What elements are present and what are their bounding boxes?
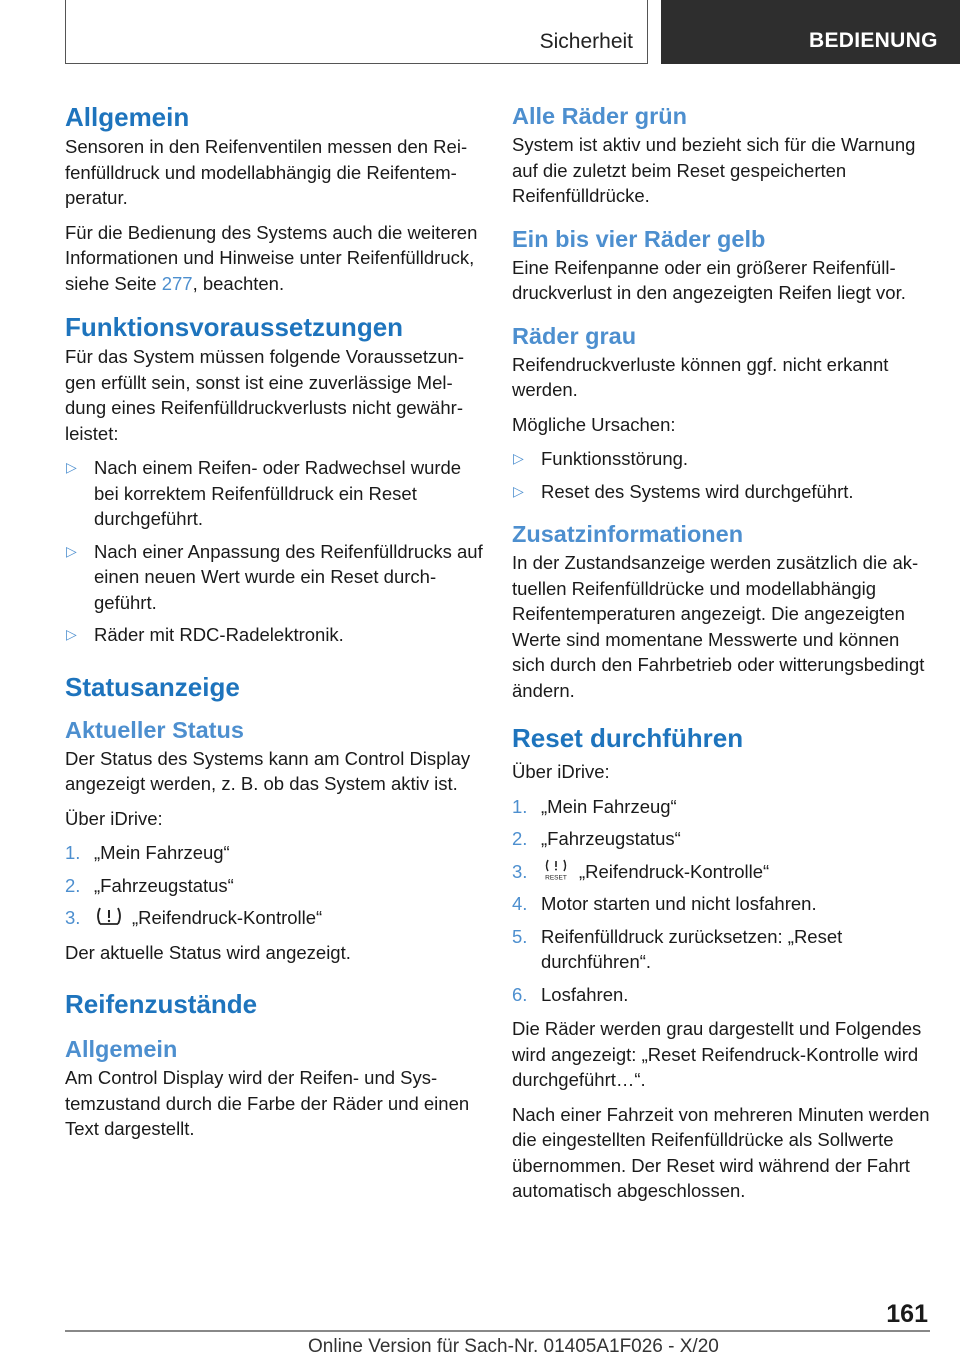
heading-funktion: Funktionsvoraussetzungen bbox=[65, 312, 404, 342]
step-number: 6. bbox=[512, 983, 528, 1005]
heading-aktuell: Aktueller Status bbox=[65, 716, 244, 743]
paragraph: Am Control Display wird der Reifen- und Systemzustand durch die Farbe der Räder und einen Text dargestellt. bbox=[65, 1067, 470, 1139]
step-number: 1. bbox=[65, 842, 81, 863]
list-item bbox=[65, 622, 485, 648]
footer-divider bbox=[65, 1330, 930, 1332]
step-list bbox=[512, 794, 930, 1008]
list-item bbox=[65, 840, 485, 866]
item-text: Motor starten und nicht losfahren. bbox=[541, 893, 817, 914]
paragraph-ref bbox=[65, 220, 485, 297]
triangle-icon: ▷ bbox=[513, 482, 524, 499]
list-item bbox=[512, 479, 930, 505]
step-number: 2. bbox=[512, 828, 528, 849]
triangle-icon: ▷ bbox=[66, 459, 77, 475]
item-text: Losfahren. bbox=[541, 983, 629, 1005]
footer-text: Online Version für Sach-Nr. 01405A1F026 - X/20 bbox=[308, 1336, 719, 1357]
heading-status: Statusanzeige bbox=[65, 671, 240, 702]
paragraph: Der Status des Systems kann am Control Display angezeigt werden, z. B. ob das System aktiv ist. bbox=[65, 747, 471, 794]
step-number: 3. bbox=[512, 860, 528, 882]
paragraph: Mögliche Ursachen: bbox=[512, 413, 676, 435]
list-item bbox=[512, 924, 930, 975]
chapter-label: BEDIENUNG bbox=[809, 29, 938, 52]
item-text: „Reifendruck-Kontrolle“ bbox=[132, 907, 323, 928]
reset-icon-label: RESET bbox=[545, 874, 567, 881]
item-text: Nach einer Anpassung des Reifenfülldrucks auf einen neuen Wert wurde ein Reset durchgeführt. bbox=[94, 540, 483, 613]
triangle-icon: ▷ bbox=[66, 542, 77, 559]
section-tab bbox=[65, 0, 648, 64]
paragraph: System ist aktiv und bezieht sich für die Warnung auf die zuletzt beim Reset gespeicherten Reifenfülldrücke. bbox=[512, 134, 916, 206]
item-text: „Reifendruck-Kontrolle“ bbox=[579, 860, 770, 882]
page-link[interactable]: 277 bbox=[161, 272, 193, 294]
step-number: 5. bbox=[512, 925, 528, 947]
list-item bbox=[65, 539, 485, 616]
step-number: 4. bbox=[512, 893, 528, 914]
paragraph: Die Räder werden grau dargestellt und Folgendes wird angezeigt: „Reset Reifendruck-Kontrolle wird durchgeführt…“. bbox=[512, 1018, 922, 1090]
step-number: 3. bbox=[65, 907, 81, 928]
heading-grau: Räder grau bbox=[512, 322, 637, 349]
list-item bbox=[512, 982, 930, 1008]
item-text: „Fahrzeugstatus“ bbox=[541, 828, 681, 849]
list-item bbox=[512, 446, 930, 472]
item-text: Funktionsstörung. bbox=[541, 448, 689, 469]
item-text: Nach einem Reifen- oder Radwechsel wurde bei korrektem Reifenfülldruck ein Reset durchgeführt. bbox=[94, 457, 462, 529]
chapter-tab bbox=[661, 0, 960, 64]
triangle-icon: ▷ bbox=[513, 450, 524, 466]
page-number: 161 bbox=[886, 1300, 928, 1328]
list-item bbox=[512, 826, 930, 852]
page-header bbox=[65, 0, 960, 66]
triangle-icon: ▷ bbox=[66, 626, 77, 642]
paragraph: Eine Reifenpanne oder ein größerer Reifenfülldruckverlust in den angezeigten Reifen liegt vor. bbox=[512, 256, 906, 303]
section-label: Sicherheit bbox=[539, 30, 633, 53]
item-text: Reifenfülldruck zurücksetzen: „Reset durchführen“. bbox=[541, 925, 843, 972]
paragraph: Über iDrive: bbox=[512, 761, 610, 782]
list-item bbox=[65, 455, 485, 532]
bullet-list bbox=[512, 446, 930, 504]
item-text: Räder mit RDC-Radelektronik. bbox=[94, 624, 344, 645]
tire-pressure-icon bbox=[94, 905, 124, 927]
text: Für die Bedienung des Systems auch die weiteren Informationen und Hinweise unter Reifenfülldruck, siehe Seite bbox=[65, 221, 478, 294]
item-text: „Fahrzeugstatus“ bbox=[94, 874, 234, 896]
bullet-list bbox=[65, 455, 485, 648]
heading-zusatz: Zusatzinformationen bbox=[512, 521, 744, 547]
list-item bbox=[512, 794, 930, 820]
list-item bbox=[65, 905, 485, 931]
item-text: „Mein Fahrzeug“ bbox=[94, 842, 230, 863]
list-item bbox=[512, 859, 930, 885]
item-text: „Mein Fahrzeug“ bbox=[541, 795, 677, 817]
left-column bbox=[65, 100, 485, 1151]
paragraph: In der Zustandsanzeige werden zusätzlich die aktuellen Reifenfülldrücke und modellabhängig Reifentemperaturen angezeigt. Die angezeigten Werte sind momentane Messwerte und können sich durch den Fahrbetrieb oder witterungsbedingt ändern. bbox=[512, 552, 925, 701]
step-list bbox=[65, 840, 485, 931]
list-item bbox=[65, 873, 485, 899]
paragraph: Reifendruckverluste können ggf. nicht erkannt werden. bbox=[512, 353, 889, 400]
heading-reset: Reset durchführen bbox=[512, 723, 744, 753]
heading-gelb: Ein bis vier Räder gelb bbox=[512, 225, 766, 252]
step-number: 1. bbox=[512, 795, 528, 817]
heading-allgemein: Allgemein bbox=[65, 102, 190, 132]
item-text: Reset des Systems wird durchgeführt. bbox=[541, 480, 854, 502]
paragraph: Sensoren in den Reifenventilen messen den Reifenfülldruck und modellabhängig die Reifentemperatur. bbox=[65, 136, 468, 208]
step-number: 2. bbox=[65, 874, 81, 896]
heading-zustaende: Reifenzustände bbox=[65, 989, 258, 1019]
paragraph: Über iDrive: bbox=[65, 807, 163, 829]
right-column bbox=[512, 100, 930, 1213]
text: , beachten. bbox=[192, 272, 285, 294]
list-item bbox=[512, 891, 930, 917]
paragraph: Für das System müssen folgende Voraussetzungen erfüllt sein, sonst ist eine zuverlässige Meldung eines Reifenfülldruckverlusts nicht gewährleistet: bbox=[65, 346, 464, 444]
heading-allgemein-2: Allgemein bbox=[65, 1036, 178, 1062]
heading-gruen: Alle Räder grün bbox=[512, 103, 687, 129]
paragraph: Der aktuelle Status wird angezeigt. bbox=[65, 941, 351, 963]
tire-reset-icon bbox=[541, 859, 571, 881]
paragraph: Nach einer Fahrzeit von mehreren Minuten werden die eingestellten Reifenfülldrücke als Sollwerte übernommen. Der Reset wird während der Fahrt automatisch abgeschlossen. bbox=[512, 1103, 930, 1201]
